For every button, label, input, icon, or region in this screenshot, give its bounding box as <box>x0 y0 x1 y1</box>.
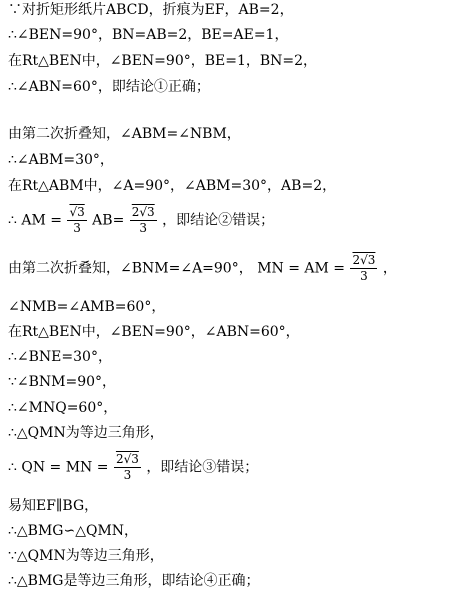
formula-mn-prefix: 由第二次折叠知，∠BNM=∠A=90°， <box>8 260 253 277</box>
fraction-numerator: 2√3 <box>115 452 139 466</box>
formula-am-mid: AB= <box>92 212 125 229</box>
line-13: ∴△QMN为等边三角形， <box>8 425 164 441</box>
fraction-denominator: 3 <box>139 221 148 235</box>
formula-qn-line <box>8 452 258 490</box>
line-5: 由第二次折叠知，∠ABM=∠NBM， <box>8 126 241 142</box>
line-3: 在Rt△BEN中，∠BEN=90°，BE=1，BN=2， <box>8 53 318 69</box>
fraction-denominator: 3 <box>123 468 132 482</box>
formula-mn-eq: MN = AM = <box>257 260 346 277</box>
line-16: ∵△QMN为等边三角形， <box>8 548 164 564</box>
fraction-numerator: 2√3 <box>131 205 155 219</box>
formula-am-prefix: ∴ AM = <box>8 212 62 229</box>
formula-am-suffix: ，即结论②错误； <box>162 212 275 229</box>
line-11: ∵∠BNM=90°， <box>8 374 117 390</box>
formula-mn-suffix: ， <box>382 260 397 277</box>
line-1: ∵对折矩形纸片ABCD，折痕为EF，AB=2， <box>8 2 294 18</box>
fraction-denominator: 3 <box>360 269 368 283</box>
fraction-2sqrt3-over-3 <box>114 452 141 483</box>
fraction-2sqrt3-over-3 <box>350 253 377 284</box>
line-12: ∴∠MNQ=60°， <box>8 400 118 416</box>
line-8: ∠NMB=∠AMB=60°， <box>8 299 166 315</box>
line-6: ∴∠ABM=30°， <box>8 152 114 168</box>
fraction-numerator: 2√3 <box>352 253 376 267</box>
line-10: ∴∠BNE=30°， <box>8 349 112 365</box>
line-7: 在Rt△ABM中，∠A=90°，∠ABM=30°，AB=2， <box>8 178 337 194</box>
formula-qn-prefix: ∴ QN = MN = <box>8 459 109 476</box>
fraction-2sqrt3-over-3 <box>130 205 157 236</box>
fraction-sqrt3-over-3 <box>67 205 86 236</box>
line-4: ∴∠ABN=60°，即结论①正确； <box>8 79 210 95</box>
line-15: ∴△BMG∽△QMN， <box>8 523 139 539</box>
formula-am-line <box>8 205 274 243</box>
line-2: ∴∠BEN=90°，BN=AB=2，BE=AE=1， <box>8 27 289 43</box>
fraction-denominator: 3 <box>73 221 81 235</box>
formula-mn-line <box>8 253 397 291</box>
line-14: 易知EF∥BG， <box>8 498 99 514</box>
fraction-numerator: √3 <box>69 205 85 219</box>
line-17: ∴△BMG是等边三角形，即结论④正确； <box>8 573 260 589</box>
line-9: 在Rt△BEN中，∠BEN=90°，∠ABN=60°， <box>8 324 300 340</box>
formula-qn-suffix: ，即结论③错误； <box>146 459 259 476</box>
